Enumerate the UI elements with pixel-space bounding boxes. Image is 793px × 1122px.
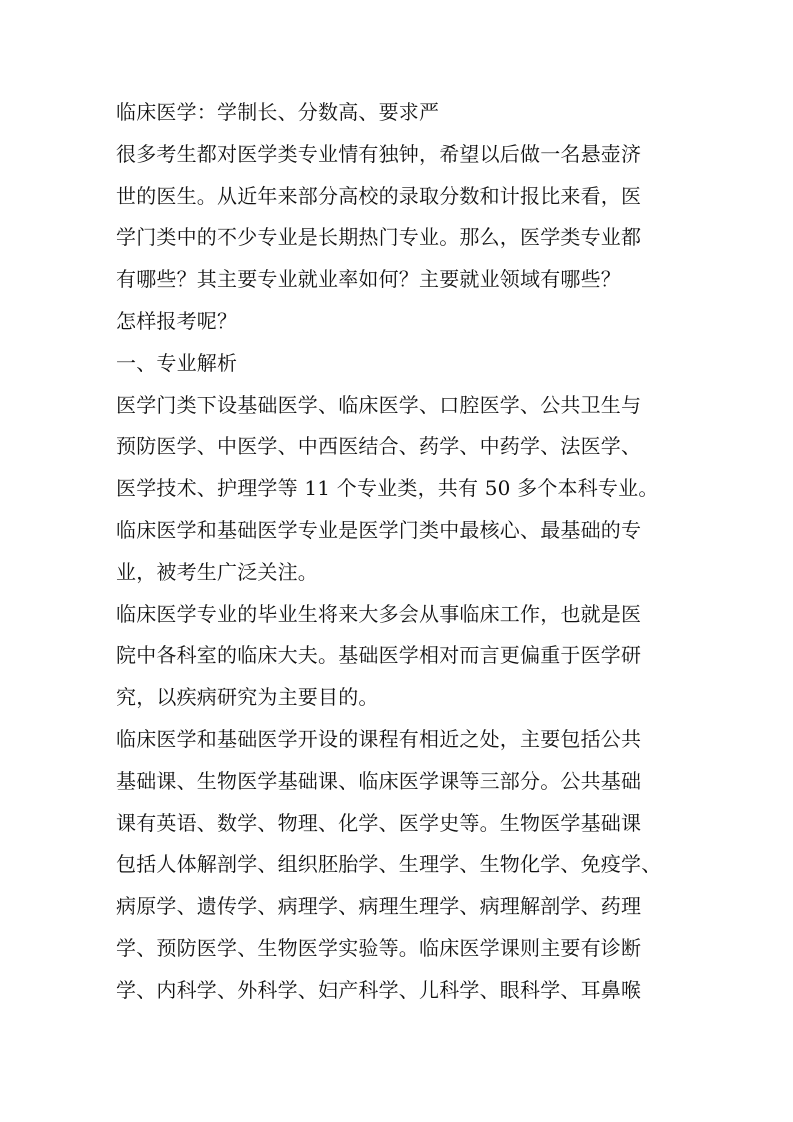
text-line: 很多考生都对医学类专业情有独钟，希望以后做一名悬壶济: [116, 141, 642, 166]
text-line: 预防医学、中医学、中西医结合、药学、中药学、法医学、: [116, 434, 642, 459]
text-line: 临床医学专业的毕业生将来大多会从事临床工作，也就是医: [116, 601, 642, 626]
text-line: 临床医学和基础医学开设的课程有相近之处，主要包括公共: [116, 726, 642, 751]
text-line: 病原学、遗传学、病理学、病理生理学、病理解剖学、药理: [116, 894, 642, 919]
section-heading: 一、专业解析: [116, 350, 238, 375]
text-line: 临床医学和基础医学专业是医学门类中最核心、最基础的专: [116, 517, 642, 542]
text-line: 有哪些？其主要专业就业率如何？主要就业领域有哪些？: [116, 267, 621, 292]
text-line: 基础课、生物医学基础课、临床医学课等三部分。公共基础: [116, 768, 642, 793]
section-title: 临床医学：学制长、分数高、要求严: [116, 100, 440, 124]
text-line: 怎样报考呢？: [116, 308, 238, 333]
text-line: 课有英语、数学、物理、化学、医学史等。生物医学基础课: [116, 810, 642, 835]
text-line: 学、预防医学、生物医学实验等。临床医学课则主要有诊断: [116, 935, 642, 960]
text-line: 院中各科室的临床大夫。基础医学相对而言更偏重于医学研: [116, 643, 642, 668]
text-line: 医学门类下设基础医学、临床医学、口腔医学、公共卫生与: [116, 392, 642, 417]
text-line: 学门类中的不少专业是长期热门专业。那么，医学类专业都: [116, 225, 642, 250]
document-page: [116, 92, 696, 1012]
text-line: 学、内科学、外科学、妇产科学、儿科学、眼科学、耳鼻喉: [116, 977, 642, 1002]
text-line: 业，被考生广泛关注。: [116, 559, 318, 584]
text-line: 究，以疾病研究为主要目的。: [116, 685, 379, 710]
text-line: 医学技术、护理学等 11 个专业类，共有 50 多个本科专业。: [116, 476, 659, 501]
text-line: 世的医生。从近年来部分高校的录取分数和计报比来看，医: [116, 183, 642, 208]
text-line: 包括人体解剖学、组织胚胎学、生理学、生物化学、免疫学、: [116, 852, 662, 877]
